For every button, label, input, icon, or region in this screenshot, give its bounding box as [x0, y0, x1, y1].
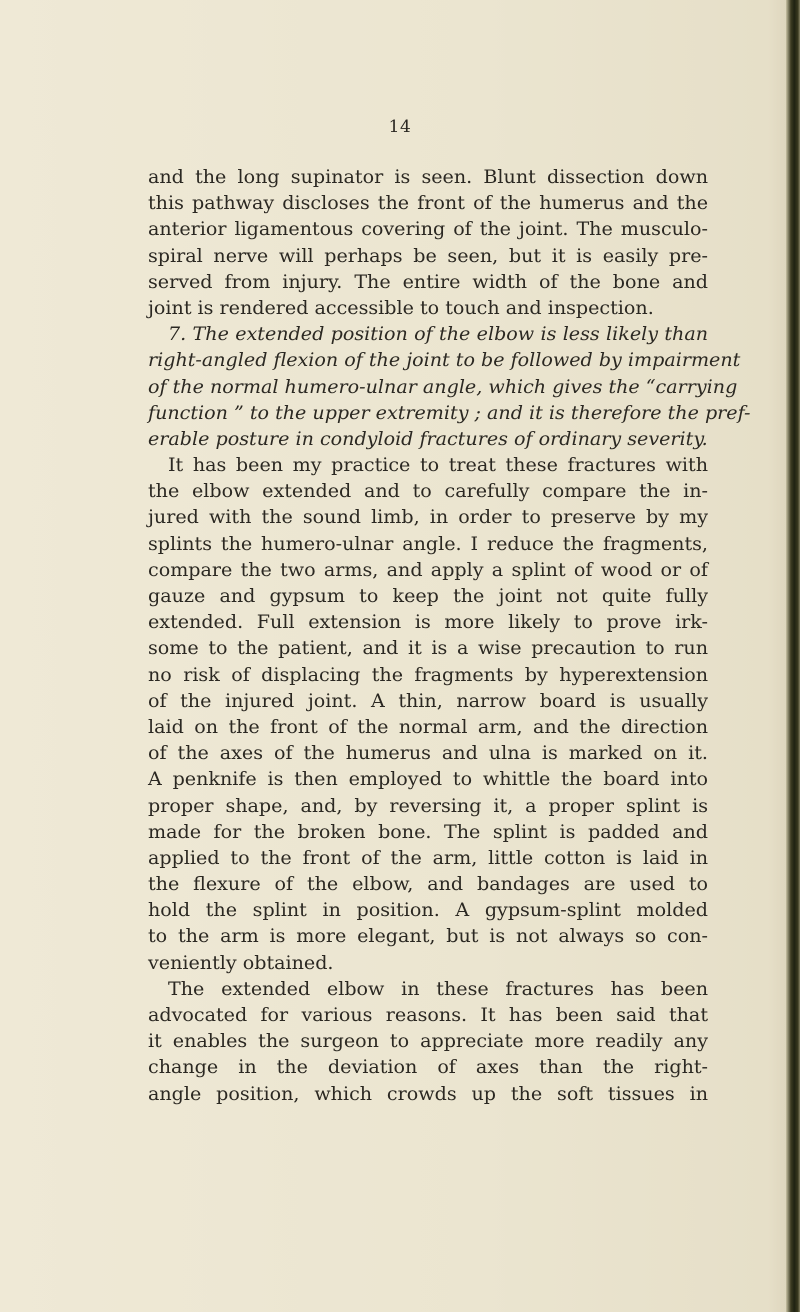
text-line: applied to the front of the arm, little cotton is laid in	[148, 845, 708, 869]
text-line: hold the splint in position. A gypsum-splint molded	[148, 898, 708, 922]
text-line: this pathway discloses the front of the humerus and the	[148, 191, 708, 215]
text-line: function ” to the upper extremity ; and it is therefore the pref-	[148, 400, 751, 424]
text-line: some to the patient, and it is a wise precaution to run	[148, 636, 708, 660]
text-line: right-angled flexion of the joint to be followed by impairment	[148, 348, 741, 372]
text-line: of the axes of the humerus and ulna is marked on it.	[148, 741, 708, 765]
text-line: jured with the sound limb, in order to preserve by my	[148, 505, 708, 529]
text-line: anterior ligamentous covering of the joint. The musculo-	[148, 217, 708, 241]
text-line: change in the deviation of axes than the right-	[148, 1055, 708, 1079]
text-line: served from injury. The entire width of the bone and	[148, 269, 708, 293]
text-line: proper shape, and, by reversing it, a proper splint is	[148, 793, 708, 817]
text-line: advocated for various reasons. It has been said that	[148, 1003, 708, 1026]
text-line: it enables the surgeon to appreciate more readily any	[148, 1029, 708, 1053]
text-line: 7. The extended position of the elbow is less likely than	[168, 322, 708, 346]
text-line: the flexure of the elbow, and bandages are used to	[148, 872, 708, 896]
text-line: veniently obtained.	[148, 950, 334, 974]
text-line: compare the two arms, and apply a splint of wood or of	[148, 557, 708, 581]
text-line: joint is rendered accessible to touch and inspection.	[148, 295, 654, 319]
text-line: extended. Full extension is more likely to prove irk-	[148, 610, 708, 634]
text-line: of the injured joint. A thin, narrow board is usually	[148, 688, 708, 712]
text-line: no risk of displacing the fragments by hyperextension	[148, 662, 708, 686]
text-line: spiral nerve will perhaps be seen, but it is easily pre-	[148, 243, 708, 267]
text-line: and the long supinator is seen. Blunt dissection down	[148, 165, 708, 188]
page-number: 14	[388, 117, 412, 137]
text-line: splints the humero-ulnar angle. I reduce the fragments,	[148, 531, 708, 555]
text-line: It has been my practice to treat these fractures with	[168, 453, 708, 477]
text-line: of the normal humero-ulnar angle, which gives the “carrying	[148, 374, 738, 398]
text-line: erable posture in condyloid fractures of ordinary severity.	[148, 426, 708, 450]
text-line: laid on the front of the normal arm, and the direction	[148, 714, 708, 738]
book-binding-edge	[786, 0, 800, 1312]
text-line: made for the broken bone. The splint is padded and	[148, 819, 708, 843]
text-line: to the arm is more elegant, but is not always so con-	[148, 924, 708, 948]
text-line: A penknife is then employed to whittle the board into	[148, 767, 708, 791]
text-line: gauze and gypsum to keep the joint not quite fully	[148, 584, 708, 607]
text-line: The extended elbow in these fractures has been	[168, 976, 708, 1000]
body-text	[148, 164, 751, 1107]
text-line: angle position, which crowds up the soft tissues in	[148, 1081, 708, 1105]
text-line: the elbow extended and to carefully compare the in-	[148, 479, 708, 503]
